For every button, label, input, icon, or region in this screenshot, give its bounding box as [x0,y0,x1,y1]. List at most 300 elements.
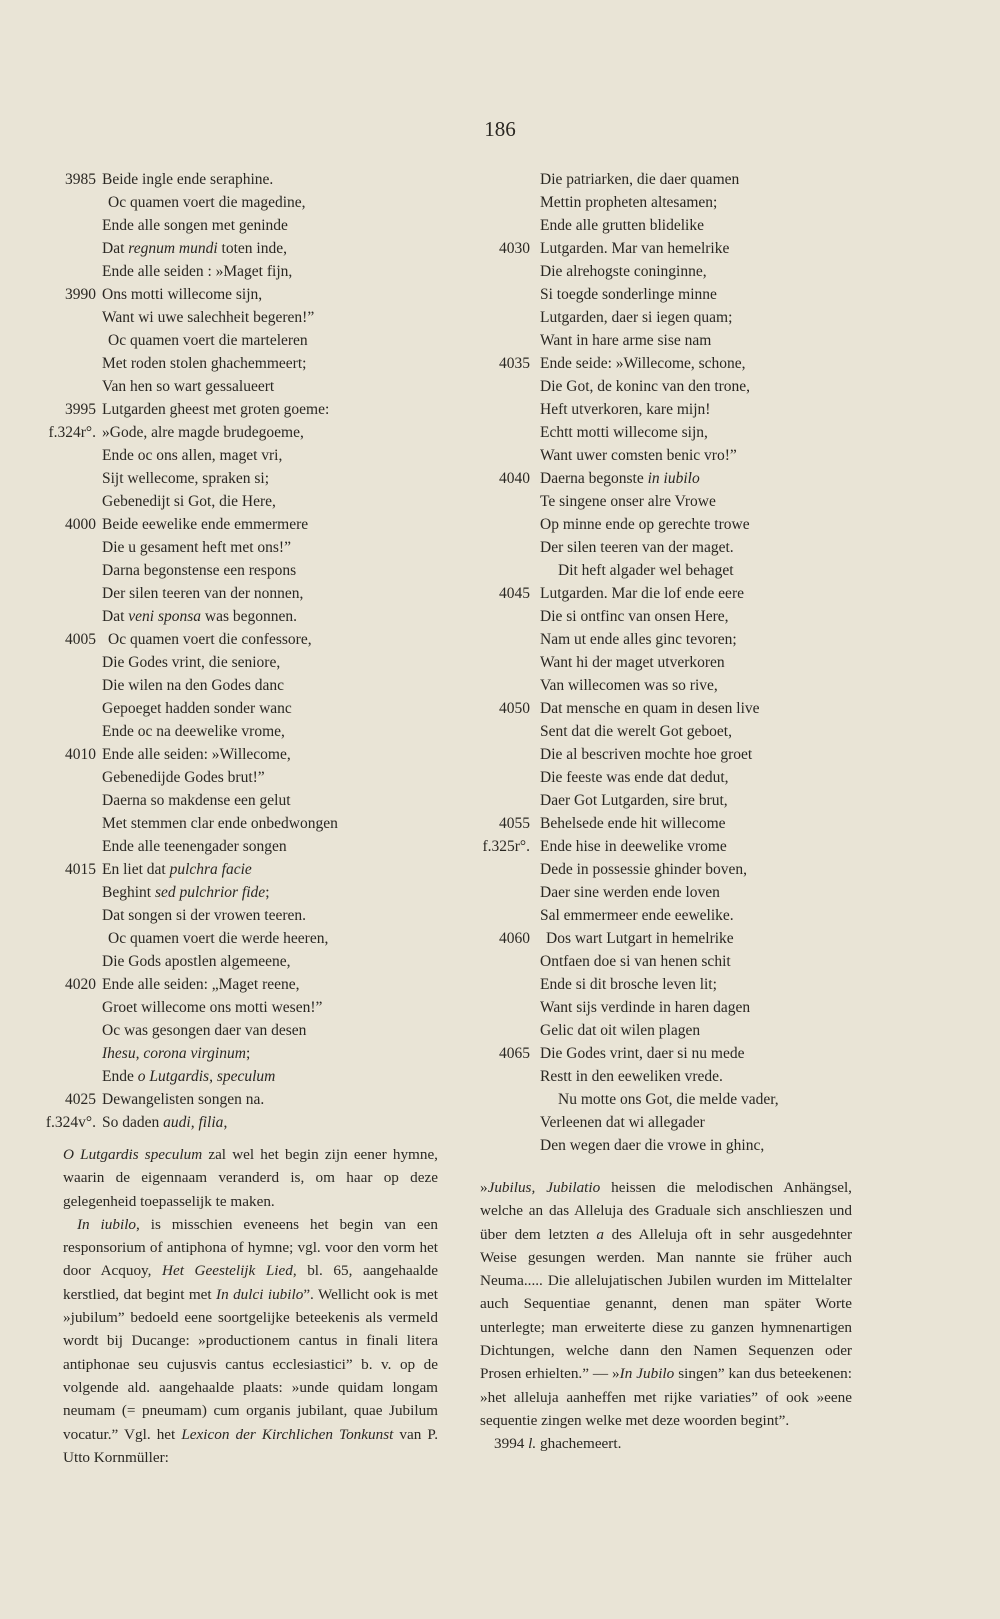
verse-line [466,237,866,260]
verse-line [30,444,450,467]
verse-line [466,306,866,329]
verse-number: 4010 [65,746,96,763]
text-span: Ende si dit brosche leven lit; [540,976,717,993]
verse-number: 4020 [65,976,96,993]
verse-text [540,720,732,743]
text-span: Oc quamen voert die magedine, [108,194,306,211]
verse-line [30,237,450,260]
verse-text [540,1042,744,1065]
verse-text [102,329,308,352]
verse-number: 4045 [499,585,530,602]
italic-text: Het Geestelijk Lied [162,1262,293,1280]
verse-line [30,352,450,375]
text-span: Met roden stolen ghachemmeert; [102,355,307,372]
italic-text: In Jubilo [619,1365,675,1383]
verse-text [102,421,304,444]
text-span: Oc quamen voert die werde heeren, [108,930,329,947]
text-span: singen” kan dus beteekenen: »het alleluja aanheffen met rijke variaties” of ook »eene sequentie zingen welke met deze woorden begint”. [480,1365,852,1429]
text-span: Verleenen dat wi allegader [540,1114,705,1131]
text-span: Daer sine werden ende loven [540,884,720,901]
verse-line [30,375,450,398]
verse-line [466,559,866,582]
verse-line [30,1019,450,1042]
italic-text: veni sponsa [128,608,202,625]
verse-line [30,1042,450,1065]
note-paragraph [63,1143,438,1213]
text-span: Den wegen daer die vrowe in ghinc, [540,1137,765,1154]
verse-line [466,628,866,651]
verse-text [540,375,750,398]
italic-text: Lexicon der Kirchlichen Tonkunst [181,1425,394,1443]
verse-line [466,1134,866,1157]
verse-text [102,260,292,283]
verse-text [540,237,729,260]
italic-text: pulchra facie [169,861,252,878]
verse-text [102,1088,264,1111]
verse-line [466,421,866,444]
verse-line [30,536,450,559]
verse-text [102,467,269,490]
text-span: Ende alle teenengader songen [102,838,287,855]
verse-number: 4065 [499,1045,530,1062]
page-number: 186 [484,117,516,141]
verse-number: 4005 [65,631,96,648]
text-span: zal wel het begin zijn eener hymne, waarin de eigennaam veranderd is, om haar op deze gelegenheid toepasselijk te maken. [63,1146,438,1210]
verse-number: 3985 [65,171,96,188]
text-span: Dat [102,608,129,625]
verse-text [540,467,700,490]
italic-text: in iubilo [647,470,700,487]
text-span: Die wilen na den Godes danc [102,677,285,694]
text-span: Sijt wellecome, spraken si; [102,470,270,487]
italic-text: O Lutgardis speculum [63,1146,203,1163]
verse-line [30,191,450,214]
verse-text [102,628,312,651]
verse-text [102,237,287,260]
text-span: Die al bescriven mochte hoe groet [540,746,753,763]
verse-number: f.324r°. [48,424,96,441]
verse-text [102,444,282,467]
text-span: Darna begonstense een respons [102,562,297,579]
verse-line [466,996,866,1019]
verse-line [466,858,866,881]
text-span: Te singene onser alre Vrowe [540,493,716,510]
verse-line [466,444,866,467]
verse-number: 4015 [65,861,96,878]
italic-text: In dulci iubilo [216,1285,304,1303]
verse-text [540,329,711,352]
verse-text [102,881,270,904]
text-span: Ende alle songen met geninde [102,217,288,234]
text-span: Met stemmen clar ende onbedwongen [102,815,338,832]
verse-line [30,697,450,720]
note-paragraph [480,1432,852,1455]
text-span: Gelic dat oit wilen plagen [540,1022,701,1039]
verse-text [540,260,707,283]
verse-text [540,421,708,444]
verse-line [30,904,450,927]
verse-text [540,306,732,329]
verse-line [30,674,450,697]
verse-line [30,835,450,858]
text-span: Beide eewelike ende emmermere [102,516,309,533]
verse-line [466,329,866,352]
verse-text [102,996,322,1019]
verse-line [30,467,450,490]
verse-text [540,1134,764,1157]
text-span: Dewangelisten songen na. [102,1091,265,1108]
verse-text [102,191,306,214]
text-span: En liet dat [102,861,170,878]
text-span: Die Got, de koninc van den trone, [540,378,751,395]
text-span: , bl. 65, aangehaalde kerstlied, dat begint met [63,1262,438,1303]
verse-number: 4055 [499,815,530,832]
verse-line [30,651,450,674]
text-span: ; [265,884,270,901]
text-span: Gepoeget hadden sonder wanc [102,700,292,717]
text-span: Ontfaen doe si van henen schit [540,953,731,970]
text-span: Der silen teeren van der maget. [540,539,734,556]
text-span: Sent dat die werelt Got geboet, [540,723,732,740]
text-span: Mettin propheten altesamen; [540,194,718,211]
text-span: Daer Got Lutgarden, sire brut, [540,792,728,809]
verse-text [540,1065,723,1088]
verse-text [540,628,737,651]
right-verse-column [466,168,866,1157]
text-span: Lutgarden. Mar van hemelrike [540,240,730,257]
text-span: Nam ut ende alles ginc tevoren; [540,631,737,648]
text-span: » [480,1179,488,1196]
verse-text [540,582,744,605]
verse-text [102,536,291,559]
verse-line [466,467,866,490]
text-span: van P. Utto Kornmüller: [63,1425,438,1466]
text-span: was begonnen. [201,608,298,625]
text-span: Beghint [102,884,155,901]
verse-line [466,283,866,306]
text-span: Groet willecome ons motti wesen!” [102,999,323,1016]
verse-line [466,1019,866,1042]
verse-text [540,973,717,996]
verse-number: 4060 [499,930,530,947]
italic-text: o Lutgardis, speculum [137,1068,276,1085]
verse-line [466,950,866,973]
verse-text [102,168,273,191]
text-span: Daerna begonste [540,470,648,487]
text-span: Lutgarden gheest met groten goeme: [102,401,330,418]
verse-text [540,444,737,467]
verse-line [30,1088,450,1111]
verse-text [102,674,284,697]
text-span: ghachemeert. [536,1435,622,1453]
text-span: Want in hare arme sise nam [540,332,712,349]
text-span: Gebenedijt si Got, die Here, [102,493,276,510]
text-span: ; [245,1045,251,1062]
verse-line [466,1065,866,1088]
verse-text [540,789,728,812]
text-span: Beide ingle ende seraphine. [102,171,274,188]
verse-text [540,904,734,927]
verse-line [30,789,450,812]
verse-text [540,812,726,835]
verse-line [30,743,450,766]
verse-line [30,720,450,743]
text-span: Sal emmermeer ende eewelike. [540,907,734,924]
verse-line [466,835,866,858]
verse-text [102,858,252,881]
verse-number: f.325r°. [482,838,530,855]
verse-line [466,674,866,697]
text-span: Want uwer comsten benic vro!” [540,447,737,464]
verse-text [102,375,274,398]
verse-line [30,421,450,444]
verse-text [102,904,306,927]
verse-text [540,605,729,628]
verse-line [466,720,866,743]
text-span: Dede in possessie ghinder boven, [540,861,748,878]
verse-text [102,950,291,973]
verse-text [540,352,746,375]
verse-line [30,973,450,996]
note-paragraph [480,1176,852,1432]
verse-text [540,168,739,191]
text-span: Dat mensche en quam in desen live [540,700,760,717]
verse-text [540,1111,705,1134]
verse-line [30,329,450,352]
text-span: des Alleluja oft in sehr ausgedehnter Weise gesungen werden. Man nannte sie früher auch Neuma..... Die allelujatischen Jubilen wurden im Mittelalter auch Sequentiae genannt, denen man später Worte unterlegte; man erweiterte diese zu ganzen hymnenartigen Dichtungen, welche dann den Namen Sequenzen oder Prosen erhielten.” — » [480,1225,853,1383]
verse-text [102,582,303,605]
text-span: Nu motte ons Got, die melde vader, [558,1091,779,1108]
text-span: Ende alle seiden : »Maget fijn, [102,263,293,280]
verse-line [466,191,866,214]
text-span: Want hi der maget utverkoren [540,654,725,671]
verse-line [466,490,866,513]
verse-line [466,1088,866,1111]
verse-line [30,766,450,789]
verse-text [540,927,734,950]
text-span: Ons motti willecome sijn, [102,286,263,303]
verse-text [102,513,308,536]
text-span: , [223,1114,228,1131]
text-span: toten inde, [217,240,287,257]
text-span: Ende seide: »Willecome, schone, [540,355,746,372]
verse-line [466,881,866,904]
verse-text [102,1042,250,1065]
italic-text: sed pulchrior fide [154,884,266,901]
text-span: Want wi uwe salechheit begeren!” [102,309,315,326]
verse-line [466,352,866,375]
verse-text [102,1019,306,1042]
italic-text: In iubilo [77,1215,137,1233]
note-paragraph [63,1213,438,1469]
italic-text: Jubilus, Jubilatio [487,1179,601,1196]
verse-text [540,835,727,858]
verse-text [540,559,734,582]
text-span: , is misschien eveneens het begin van een responsorium of antiphona of hymne; vgl. voor den vorm het door Acquoy, [63,1215,439,1280]
text-span: Die Godes vrint, die seniore, [102,654,281,671]
verse-text [102,720,285,743]
text-span: Op minne ende op gerechte trowe [540,516,750,533]
text-span: Lutgarden. Mar die lof ende eere [540,585,744,602]
verse-text [102,1111,227,1134]
text-span: heissen die melodischen Anhängsel, welche an das Alleluja des Graduale sich anschlieszen und über dem letzten [480,1179,852,1243]
verse-text [540,1019,700,1042]
verse-text [540,191,717,214]
left-commentary [63,1143,438,1469]
verse-number: f.324v°. [45,1114,96,1131]
verse-line [30,490,450,513]
verse-line [466,1111,866,1134]
verse-line [30,283,450,306]
verse-line [466,168,866,191]
verse-text [102,789,291,812]
italic-text: audi, filia [163,1114,224,1131]
text-span: Oc quamen voert die confessore, [108,631,312,648]
text-span: Die feeste was ende dat dedut, [540,769,729,786]
verse-text [102,559,296,582]
verse-line [466,651,866,674]
verse-number: 4030 [499,240,530,257]
verse-text [102,697,292,720]
text-span: Restt in den eeweliken vrede. [540,1068,723,1085]
verse-text [102,651,280,674]
verse-line [466,789,866,812]
text-span: ”. Wellicht ook is met »jubilum” bedoeld eene soortgelijke beteekenis als vermeld wordt bij Ducange: »productionem cantus in finali litera antiphonae seu cujusvis cantus ecclesiastici” b. v. op de volgende ald. aangehaalde plaats: »unde quidam longam neumam (= pneumam) cum organis jubilant, quae Jubilum vocatur.” Vgl. het [63,1285,438,1443]
italic-text: regnum mundi [128,240,218,257]
text-span: Ende hise in deewelike vrome [540,838,727,855]
verse-number: 4035 [499,355,530,372]
italic-text: l. [528,1435,537,1453]
verse-line [466,398,866,421]
verse-text [102,306,314,329]
verse-text [540,858,747,881]
verse-text [540,881,720,904]
text-span: Gebenedijde Godes brut!” [102,769,265,786]
verse-text [540,1088,779,1111]
text-span: Ende oc na deewelike vrome, [102,723,285,740]
text-span: Die patriarken, die daer quamen [540,171,740,188]
text-span: Oc was gesongen daer van desen [102,1022,307,1039]
verse-text [540,214,704,237]
verse-text [540,950,731,973]
text-span: Van hen so wart gessalueert [102,378,275,395]
verse-line [30,812,450,835]
verse-number: 3995 [65,401,96,418]
verse-text [102,973,300,996]
verse-number: 4050 [499,700,530,717]
verse-line [30,260,450,283]
verse-number: 4000 [65,516,96,533]
text-span: So daden [102,1114,164,1131]
text-span: Die si ontfinc van onsen Here, [540,608,729,625]
text-span: Echtt motti willecome sijn, [540,424,708,441]
verse-text [540,743,752,766]
text-span: Van willecomen was so rive, [540,677,718,694]
text-span: Ende alle seiden: »Willecome, [102,746,291,763]
verse-number: 3990 [65,286,96,303]
text-span: Heft utverkoren, kare mijn! [540,401,711,418]
verse-line [466,605,866,628]
italic-text: Ihesu, corona virginum [102,1045,246,1062]
text-span: »Gode, alre magde brudegoeme, [102,424,304,441]
verse-line [30,858,450,881]
right-commentary [480,1176,852,1456]
verse-text [102,214,288,237]
verse-line [30,559,450,582]
text-span: Si toegde sonderlinge minne [540,286,717,303]
verse-line [466,812,866,835]
verse-text [102,835,287,858]
verse-line [30,996,450,1019]
verse-line [30,582,450,605]
text-span: Die u gesament heft met ons!” [102,539,291,556]
verse-line [30,513,450,536]
verse-line [466,513,866,536]
verse-line [30,168,450,191]
verse-line [466,743,866,766]
text-span: Daerna so makdense een gelut [102,792,291,809]
verse-line [466,214,866,237]
left-verse-column [30,168,450,1134]
verse-text [102,283,262,306]
verse-line [30,1111,450,1134]
verse-line [466,375,866,398]
verse-text [540,766,729,789]
verse-line [30,628,450,651]
verse-number: 4025 [65,1091,96,1108]
verse-line [466,927,866,950]
verse-line [30,881,450,904]
verse-line [30,605,450,628]
verse-line [466,973,866,996]
verse-text [102,766,265,789]
verse-text [102,490,276,513]
text-span: Dit heft algader wel behaget [558,562,734,579]
text-span: Ende [102,1068,138,1085]
verse-text [540,283,717,306]
verse-text [102,398,329,421]
text-span: Dos wart Lutgart in hemelrike [546,930,734,947]
verse-text [540,513,750,536]
text-span: 3994 [494,1435,529,1453]
verse-line [466,1042,866,1065]
verse-text [540,674,718,697]
verse-text [102,812,338,835]
verse-text [102,352,306,375]
verse-text [102,1065,275,1088]
verse-text [102,927,328,950]
verse-text [102,605,297,628]
text-span: Ende alle seiden: „Maget reene, [102,976,300,993]
verse-line [30,950,450,973]
verse-line [30,1065,450,1088]
verse-line [466,697,866,720]
verse-line [466,536,866,559]
text-span: Want sijs verdinde in haren dagen [540,999,751,1016]
text-span: Ende oc ons allen, maget vri, [102,447,283,464]
verse-text [540,651,725,674]
verse-text [102,743,291,766]
verse-line [466,766,866,789]
verse-line [30,214,450,237]
text-span: Die Godes vrint, daer si nu mede [540,1045,745,1062]
text-span: Der silen teeren van der nonnen, [102,585,304,602]
text-span: Behelsede ende hit willecome [540,815,726,832]
text-span: Oc quamen voert die marteleren [108,332,308,349]
verse-line [30,398,450,421]
verse-line [30,927,450,950]
verse-number: 4040 [499,470,530,487]
